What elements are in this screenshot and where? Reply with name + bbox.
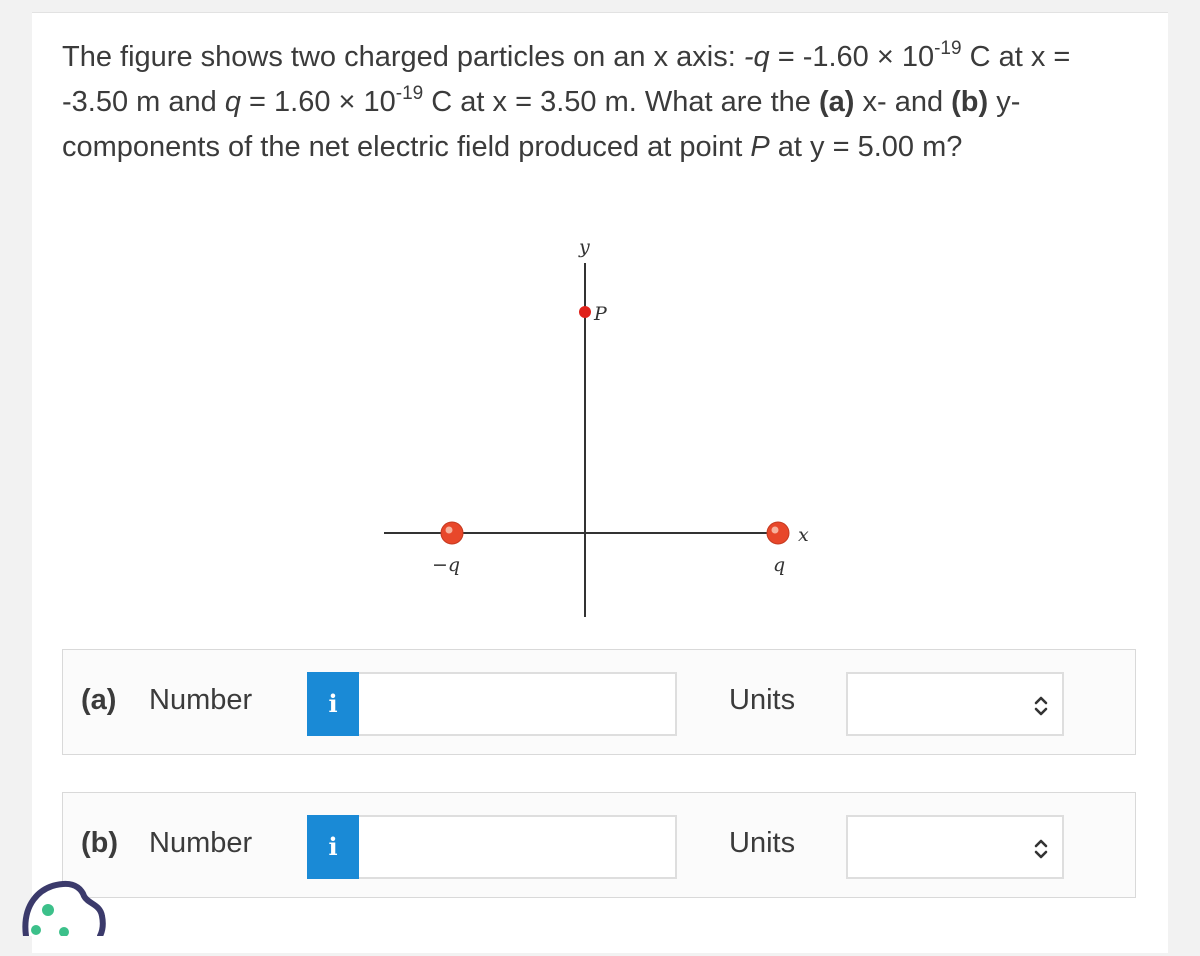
chevron-up-down-icon (1032, 838, 1050, 860)
question-text: The figure shows two charged particles on an x axis: $-q = -1.60 \times 10^{-19}$ C at x = -3.50 m and $q = 1.60 \times 10^{-19}$ C at x = 3.50 m. What are the (a) x- and (b) y-components of the net electric field produced at point P at y = 5.00 m? (62, 38, 1071, 163)
cookie-settings-button[interactable] (18, 876, 108, 956)
question-card (32, 12, 1168, 953)
units-label-b: Units (729, 827, 796, 859)
info-icon: i (328, 832, 338, 861)
part-label-a: (a) (81, 684, 117, 716)
info-icon: i (328, 689, 338, 718)
answer-row-b (62, 792, 1136, 898)
charge-diagram (372, 223, 852, 623)
chevron-up-down-icon (1032, 695, 1050, 717)
positive-charge-highlight (772, 527, 779, 534)
units-select-b[interactable] (846, 815, 1064, 879)
number-label-a: Number (149, 684, 253, 716)
negative-charge-highlight (446, 527, 453, 534)
units-label-a: Units (729, 684, 796, 716)
x-axis-label: x (798, 524, 809, 546)
positive-charge (767, 522, 789, 544)
part-label-b: (b) (81, 827, 119, 859)
point-p-label: P (594, 303, 607, 325)
charge-figure (372, 223, 852, 623)
units-select-a[interactable] (846, 672, 1064, 736)
number-input-a[interactable] (359, 672, 677, 736)
negative-charge (441, 522, 463, 544)
info-button-b[interactable] (307, 815, 359, 879)
answer-row-a (62, 649, 1136, 755)
point-p-marker (579, 306, 591, 318)
number-label-b: Number (149, 827, 253, 859)
number-input-b[interactable] (359, 815, 677, 879)
negative-charge-label: −q (432, 554, 461, 576)
info-button-a[interactable] (307, 672, 359, 736)
cookie-icon (18, 876, 108, 936)
y-axis-label: y (579, 236, 590, 258)
positive-charge-label: q (773, 554, 786, 576)
